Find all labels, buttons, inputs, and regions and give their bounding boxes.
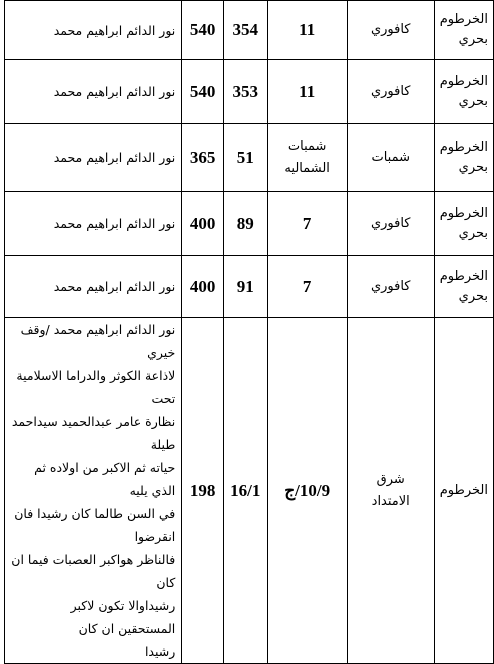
cell-line: نور الدائم ابراهيم محمد bbox=[53, 216, 176, 231]
location-cell bbox=[347, 60, 434, 124]
block-cell: 10/9/ج bbox=[267, 318, 347, 664]
cell-line: الخرطوم bbox=[439, 482, 488, 498]
cell-line: بحري bbox=[458, 32, 488, 47]
cell-line: كافوري bbox=[370, 215, 411, 231]
plot-cell: 353 bbox=[223, 60, 267, 124]
table-row bbox=[5, 318, 494, 664]
location-cell bbox=[347, 192, 434, 256]
plot-cell: 91 bbox=[223, 256, 267, 318]
area-cell: 365 bbox=[182, 124, 224, 192]
region-cell bbox=[434, 1, 493, 60]
location-cell bbox=[347, 256, 434, 318]
owner-cell bbox=[5, 1, 182, 60]
plot-cell: 354 bbox=[223, 1, 267, 60]
region-cell bbox=[434, 60, 493, 124]
plot-cell: 16/1 bbox=[223, 318, 267, 664]
table-row bbox=[5, 256, 494, 318]
cell-line: رشيدا bbox=[144, 644, 176, 659]
region-cell bbox=[434, 192, 493, 256]
cell-line: بحري bbox=[458, 225, 488, 241]
area-cell: 198 bbox=[182, 318, 224, 664]
location-cell bbox=[347, 1, 434, 60]
cell-line: حياته ثم الاكبر من اولاده ثم الذي يليه bbox=[34, 460, 176, 498]
cell-line: نظارة عامر عبدالحميد سيداحمد طيلة bbox=[11, 414, 176, 452]
cell-line: الخرطوم bbox=[439, 268, 488, 284]
table-row bbox=[5, 1, 494, 60]
cell-line: بحري bbox=[458, 159, 488, 175]
cell-line: لاذاعة الكوثر والدراما الاسلامية تحت bbox=[16, 368, 176, 406]
owner-cell bbox=[5, 60, 182, 124]
table-row bbox=[5, 124, 494, 192]
cell-line: كافوري bbox=[370, 278, 411, 294]
cell-line: نور الدائم ابراهيم محمد bbox=[53, 22, 176, 38]
area-cell: 400 bbox=[182, 192, 224, 256]
cell-line: نور الدائم ابراهيم محمد bbox=[53, 150, 176, 165]
cell-line: الشماليه bbox=[284, 160, 330, 176]
cell-line: فالناظر هواكبر العصبات فيما ان كان bbox=[11, 552, 176, 590]
table-body bbox=[5, 1, 494, 664]
cell-line: شمبات bbox=[371, 149, 410, 165]
cell-line: الخرطوم bbox=[439, 205, 488, 221]
block-cell bbox=[267, 124, 347, 192]
cell-line: نور الدائم ابراهيم محمد bbox=[53, 84, 176, 99]
table-row bbox=[5, 60, 494, 124]
cell-line: رشيداوالا تكون لاكبر المستحقين ان كان bbox=[70, 598, 176, 636]
block-cell: 11 bbox=[267, 60, 347, 124]
plot-cell: 51 bbox=[223, 124, 267, 192]
cell-line: بحري bbox=[458, 288, 488, 304]
cell-line: شمبات bbox=[287, 138, 327, 154]
owner-cell bbox=[5, 192, 182, 256]
cell-line: بحري bbox=[458, 93, 488, 109]
area-cell: 540 bbox=[182, 1, 224, 60]
property-table bbox=[4, 0, 494, 664]
cell-line: الامتداد bbox=[371, 493, 410, 509]
block-cell: 7 bbox=[267, 192, 347, 256]
cell-line: كافوري bbox=[370, 22, 411, 37]
area-cell: 540 bbox=[182, 60, 224, 124]
cell-line: في السن طالما كان رشيدا فان انقرضوا bbox=[14, 506, 176, 544]
cell-line: الخرطوم bbox=[439, 12, 488, 27]
owner-cell bbox=[5, 318, 182, 664]
block-cell: 11 bbox=[267, 1, 347, 60]
cell-line: نور الدائم ابراهيم محمد /وقف خيري bbox=[20, 322, 176, 360]
cell-line: نور الدائم ابراهيم محمد bbox=[53, 279, 176, 294]
block-cell: 7 bbox=[267, 256, 347, 318]
region-cell bbox=[434, 124, 493, 192]
owner-cell bbox=[5, 256, 182, 318]
region-cell bbox=[434, 256, 493, 318]
location-cell bbox=[347, 124, 434, 192]
owner-cell bbox=[5, 124, 182, 192]
plot-cell: 89 bbox=[223, 192, 267, 256]
table-row bbox=[5, 192, 494, 256]
cell-line: الخرطوم bbox=[439, 73, 488, 89]
region-cell bbox=[434, 318, 493, 664]
cell-line: كافوري bbox=[370, 83, 411, 99]
cell-line: الخرطوم bbox=[439, 139, 488, 155]
location-cell bbox=[347, 318, 434, 664]
area-cell: 400 bbox=[182, 256, 224, 318]
cell-line: شرق bbox=[376, 471, 405, 487]
